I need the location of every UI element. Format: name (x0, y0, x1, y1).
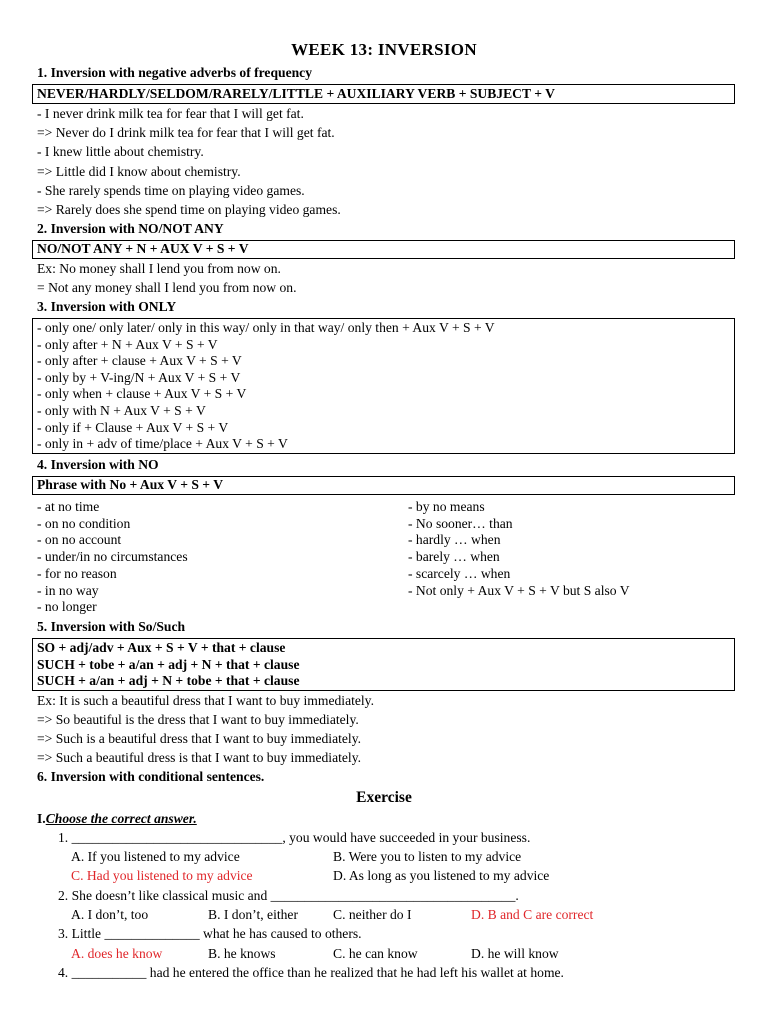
section-5-heading: 5. Inversion with So/Such (37, 619, 186, 634)
section-2-formula: NO/NOT ANY + N + AUX V + S + V (37, 241, 249, 256)
only-rule: - only with N + Aux V + S + V (37, 402, 206, 418)
no-phrase: - barely … when (408, 549, 500, 565)
option-d-correct[interactable]: D. B and C are correct (471, 907, 594, 922)
no-phrase: - in no way (37, 582, 99, 598)
only-rule: - only after + clause + Aux V + S + V (37, 353, 242, 369)
no-phrase: - No sooner… than (408, 515, 513, 531)
no-phrase: - for no reason (37, 565, 117, 581)
no-phrases-left (37, 499, 188, 616)
exercise-part-label: Choose the correct answer. (45, 811, 197, 826)
question-number: 4. (58, 965, 69, 980)
section-5-line: => Such a beautiful dress is that I want to buy immediately. (37, 750, 362, 765)
section-2-line: Ex: No money shall I lend you from now on. (37, 261, 281, 276)
answer-blank[interactable]: _______________________________ (71, 830, 283, 845)
section-2-formula-box (32, 240, 735, 259)
no-phrase: - Not only + Aux V + S + V but S also V (408, 582, 630, 598)
option-a[interactable]: A. I don’t, too (71, 907, 149, 922)
question-4 (58, 964, 564, 982)
option-d[interactable]: D. he will know (471, 946, 559, 961)
question-1 (58, 829, 530, 847)
question-text: had he entered the office than he realized that he had left his wallet at home. (149, 965, 564, 980)
no-phrase: - hardly … when (408, 532, 501, 548)
section-1-formula: NEVER/HARDLY/SELDOM/RARELY/LITTLE + AUXILIARY VERB + SUBJECT + V (37, 86, 555, 101)
section-1-formula-box (32, 84, 735, 104)
section-6-heading: 6. Inversion with conditional sentences. (37, 769, 265, 784)
section-5-formula-box (32, 638, 735, 691)
exercise-part-number: I. (37, 811, 46, 826)
section-2-heading: 2. Inversion with NO/NOT ANY (37, 221, 224, 236)
so-such-formula: SUCH + tobe + a/an + adj + N + that + clause (37, 656, 300, 672)
section-1-line: => Never do I drink milk tea for fear that I will get fat. (37, 125, 335, 140)
no-phrases-right (408, 499, 630, 599)
option-b[interactable]: B. I don’t, either (208, 907, 298, 922)
only-rule: - only if + Clause + Aux V + S + V (37, 419, 229, 435)
answer-blank[interactable]: ___________ (71, 965, 147, 980)
question-3 (58, 925, 362, 943)
no-phrase: - no longer (37, 599, 97, 615)
question-text: what he has caused to others. (203, 926, 362, 941)
no-phrase: - on no account (37, 532, 122, 548)
section-1-line: - I never drink milk tea for fear that I will get fat. (37, 106, 304, 121)
section-5-line: Ex: It is such a beautiful dress that I want to buy immediately. (37, 693, 374, 708)
section-3-box (32, 318, 735, 454)
only-rule: - only by + V-ing/N + Aux V + S + V (37, 369, 241, 385)
option-b[interactable]: B. he knows (208, 946, 276, 961)
no-phrase: - on no condition (37, 515, 131, 531)
no-phrase: - under/in no circumstances (37, 549, 188, 565)
option-a[interactable]: A. If you listened to my advice (71, 849, 240, 864)
only-rule: - only one/ only later/ only in this way/ only in that way/ only then + Aux V + S + V (37, 320, 495, 335)
no-phrase: - scarcely … when (408, 565, 511, 581)
option-c[interactable]: C. he can know (333, 946, 418, 961)
exercise-title: Exercise (356, 789, 412, 806)
option-c[interactable]: C. neither do I (333, 907, 412, 922)
section-3-heading: 3. Inversion with ONLY (37, 299, 177, 314)
section-4-formula: Phrase with No + Aux V + S + V (37, 477, 224, 492)
so-such-formula: SO + adj/adv + Aux + S + V + that + clause (37, 640, 286, 655)
only-rule: - only in + adv of time/place + Aux V + S + V (37, 436, 288, 452)
section-2-line: = Not any money shall I lend you from now on. (37, 280, 297, 295)
so-such-formula: SUCH + a/an + adj + N + tobe + that + clause (37, 673, 300, 689)
only-rule: - only when + clause + Aux V + S + V (37, 386, 247, 402)
section-5-line: => Such is a beautiful dress that I want to buy immediately. (37, 731, 362, 746)
section-1-line: => Rarely does she spend time on playing video games. (37, 202, 341, 217)
exercise-part-heading (37, 810, 197, 828)
section-1-line: - I knew little about chemistry. (37, 144, 204, 159)
section-4-formula-box (32, 476, 735, 495)
section-1-line: - She rarely spends time on playing video games. (37, 183, 305, 198)
option-b[interactable]: B. Were you to listen to my advice (333, 849, 522, 864)
option-d[interactable]: D. As long as you listened to my advice (333, 868, 550, 883)
no-phrase: - at no time (37, 499, 100, 514)
no-phrase: - by no means (408, 499, 485, 514)
section-5-line: => So beautiful is the dress that I want to buy immediately. (37, 712, 359, 727)
only-rule: - only after + N + Aux V + S + V (37, 336, 218, 352)
question-2: 2. She doesn’t like classical music and ____________________________________. (58, 888, 519, 903)
question-number: 1. (58, 830, 69, 845)
section-4-heading: 4. Inversion with NO (37, 457, 159, 472)
section-1-line: => Little did I know about chemistry. (37, 164, 241, 179)
answer-blank[interactable]: ______________ (104, 926, 200, 941)
question-text: , you would have succeeded in your business. (282, 830, 531, 845)
page-title: WEEK 13: INVERSION (291, 40, 477, 59)
section-1-heading: 1. Inversion with negative adverbs of frequency (37, 65, 313, 80)
option-a-correct[interactable]: A. does he know (71, 946, 163, 961)
option-c-correct[interactable]: C. Had you listened to my advice (71, 868, 253, 883)
question-text: 3. Little (58, 926, 102, 941)
